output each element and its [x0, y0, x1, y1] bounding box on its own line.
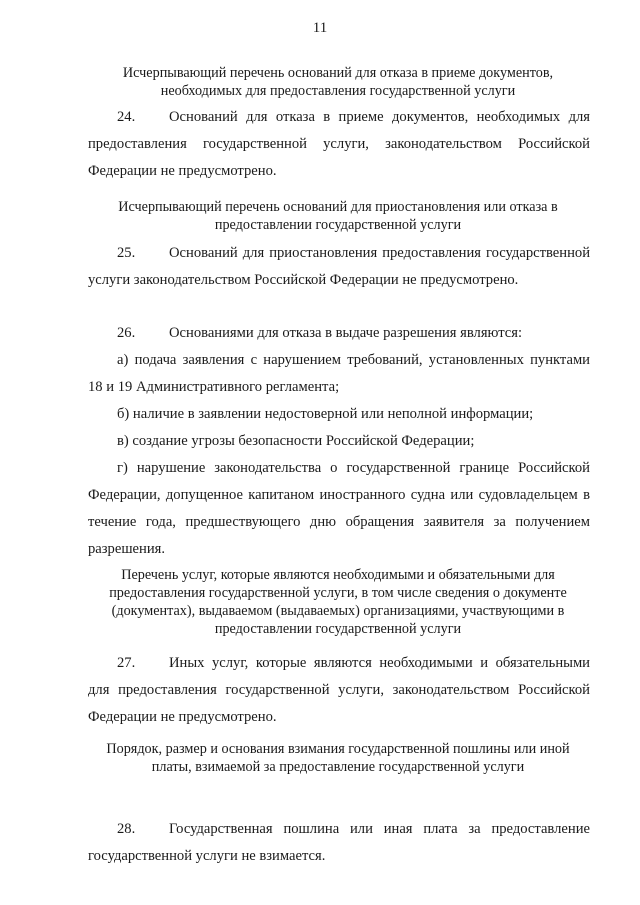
heading-state-fee: Порядок, размер и основания взимания государственной пошлины или иной платы, взимаемой за предоставление государственной услуги: [106, 741, 570, 775]
paragraph-24-number: 24.: [117, 109, 136, 125]
paragraph-27-number: 27.: [117, 655, 136, 671]
paragraph-27: [88, 650, 590, 731]
paragraph-25-number: 25.: [117, 245, 136, 261]
paragraph-26-text: Основаниями для отказа в выдаче разрешения являются:: [169, 325, 523, 341]
heading-required-services: Перечень услуг, которые являются необходимыми и обязательными для предоставления государственной услуги, в том числе сведения о документе (документах), выдаваемом (выдаваемых) организациями, участвующими в предоставлении государственной услуги: [109, 567, 567, 637]
paragraph-26-number: 26.: [117, 325, 136, 341]
paragraph-27-text: Иных услуг, которые являются необходимыми и обязательными для предоставления государственной услуги, законодательством Российской Федерации не предусмотрено.: [88, 655, 590, 725]
paragraph-28-number: 28.: [117, 821, 136, 837]
paragraph-28-text: Государственная пошлина или иная плата за предоставление государственной услуги не взимается.: [88, 821, 590, 864]
paragraph-24-text: Оснований для отказа в приеме документов, необходимых для предоставления государственной услуги, законодательством Российской Федерации не предусмотрено.: [88, 109, 590, 179]
page-number: 11: [312, 20, 328, 36]
paragraph-24: [88, 104, 590, 185]
heading-refusal-acceptance: Исчерпывающий перечень оснований для отказа в приеме документов, необходимых для предоставления государственной услуги: [122, 65, 554, 99]
paragraph-26-item-g: г) нарушение законодательства о государственной границе Российской Федерации, допущенное капитаном иностранного судна или судовладельцем в течение года, предшествующего дню обращения заявителя за получением разрешения.: [88, 460, 590, 557]
paragraph-28: [88, 816, 590, 870]
paragraph-26: [88, 320, 590, 347]
paragraph-25: [88, 240, 590, 294]
paragraph-26-item-b: б) наличие в заявлении недостоверной или неполной информации;: [117, 406, 534, 422]
paragraph-26-item-a: а) подача заявления с нарушением требований, установленных пунктами 18 и 19 Административного регламента;: [88, 352, 590, 395]
paragraph-25-text: Оснований для приостановления предоставления государственной услуги законодательством Российской Федерации не предусмотрено.: [88, 245, 590, 288]
paragraph-26-item-v: в) создание угрозы безопасности Российской Федерации;: [117, 433, 475, 449]
heading-suspension-refusal: Исчерпывающий перечень оснований для приостановления или отказа в предоставлении государственной услуги: [118, 199, 558, 233]
